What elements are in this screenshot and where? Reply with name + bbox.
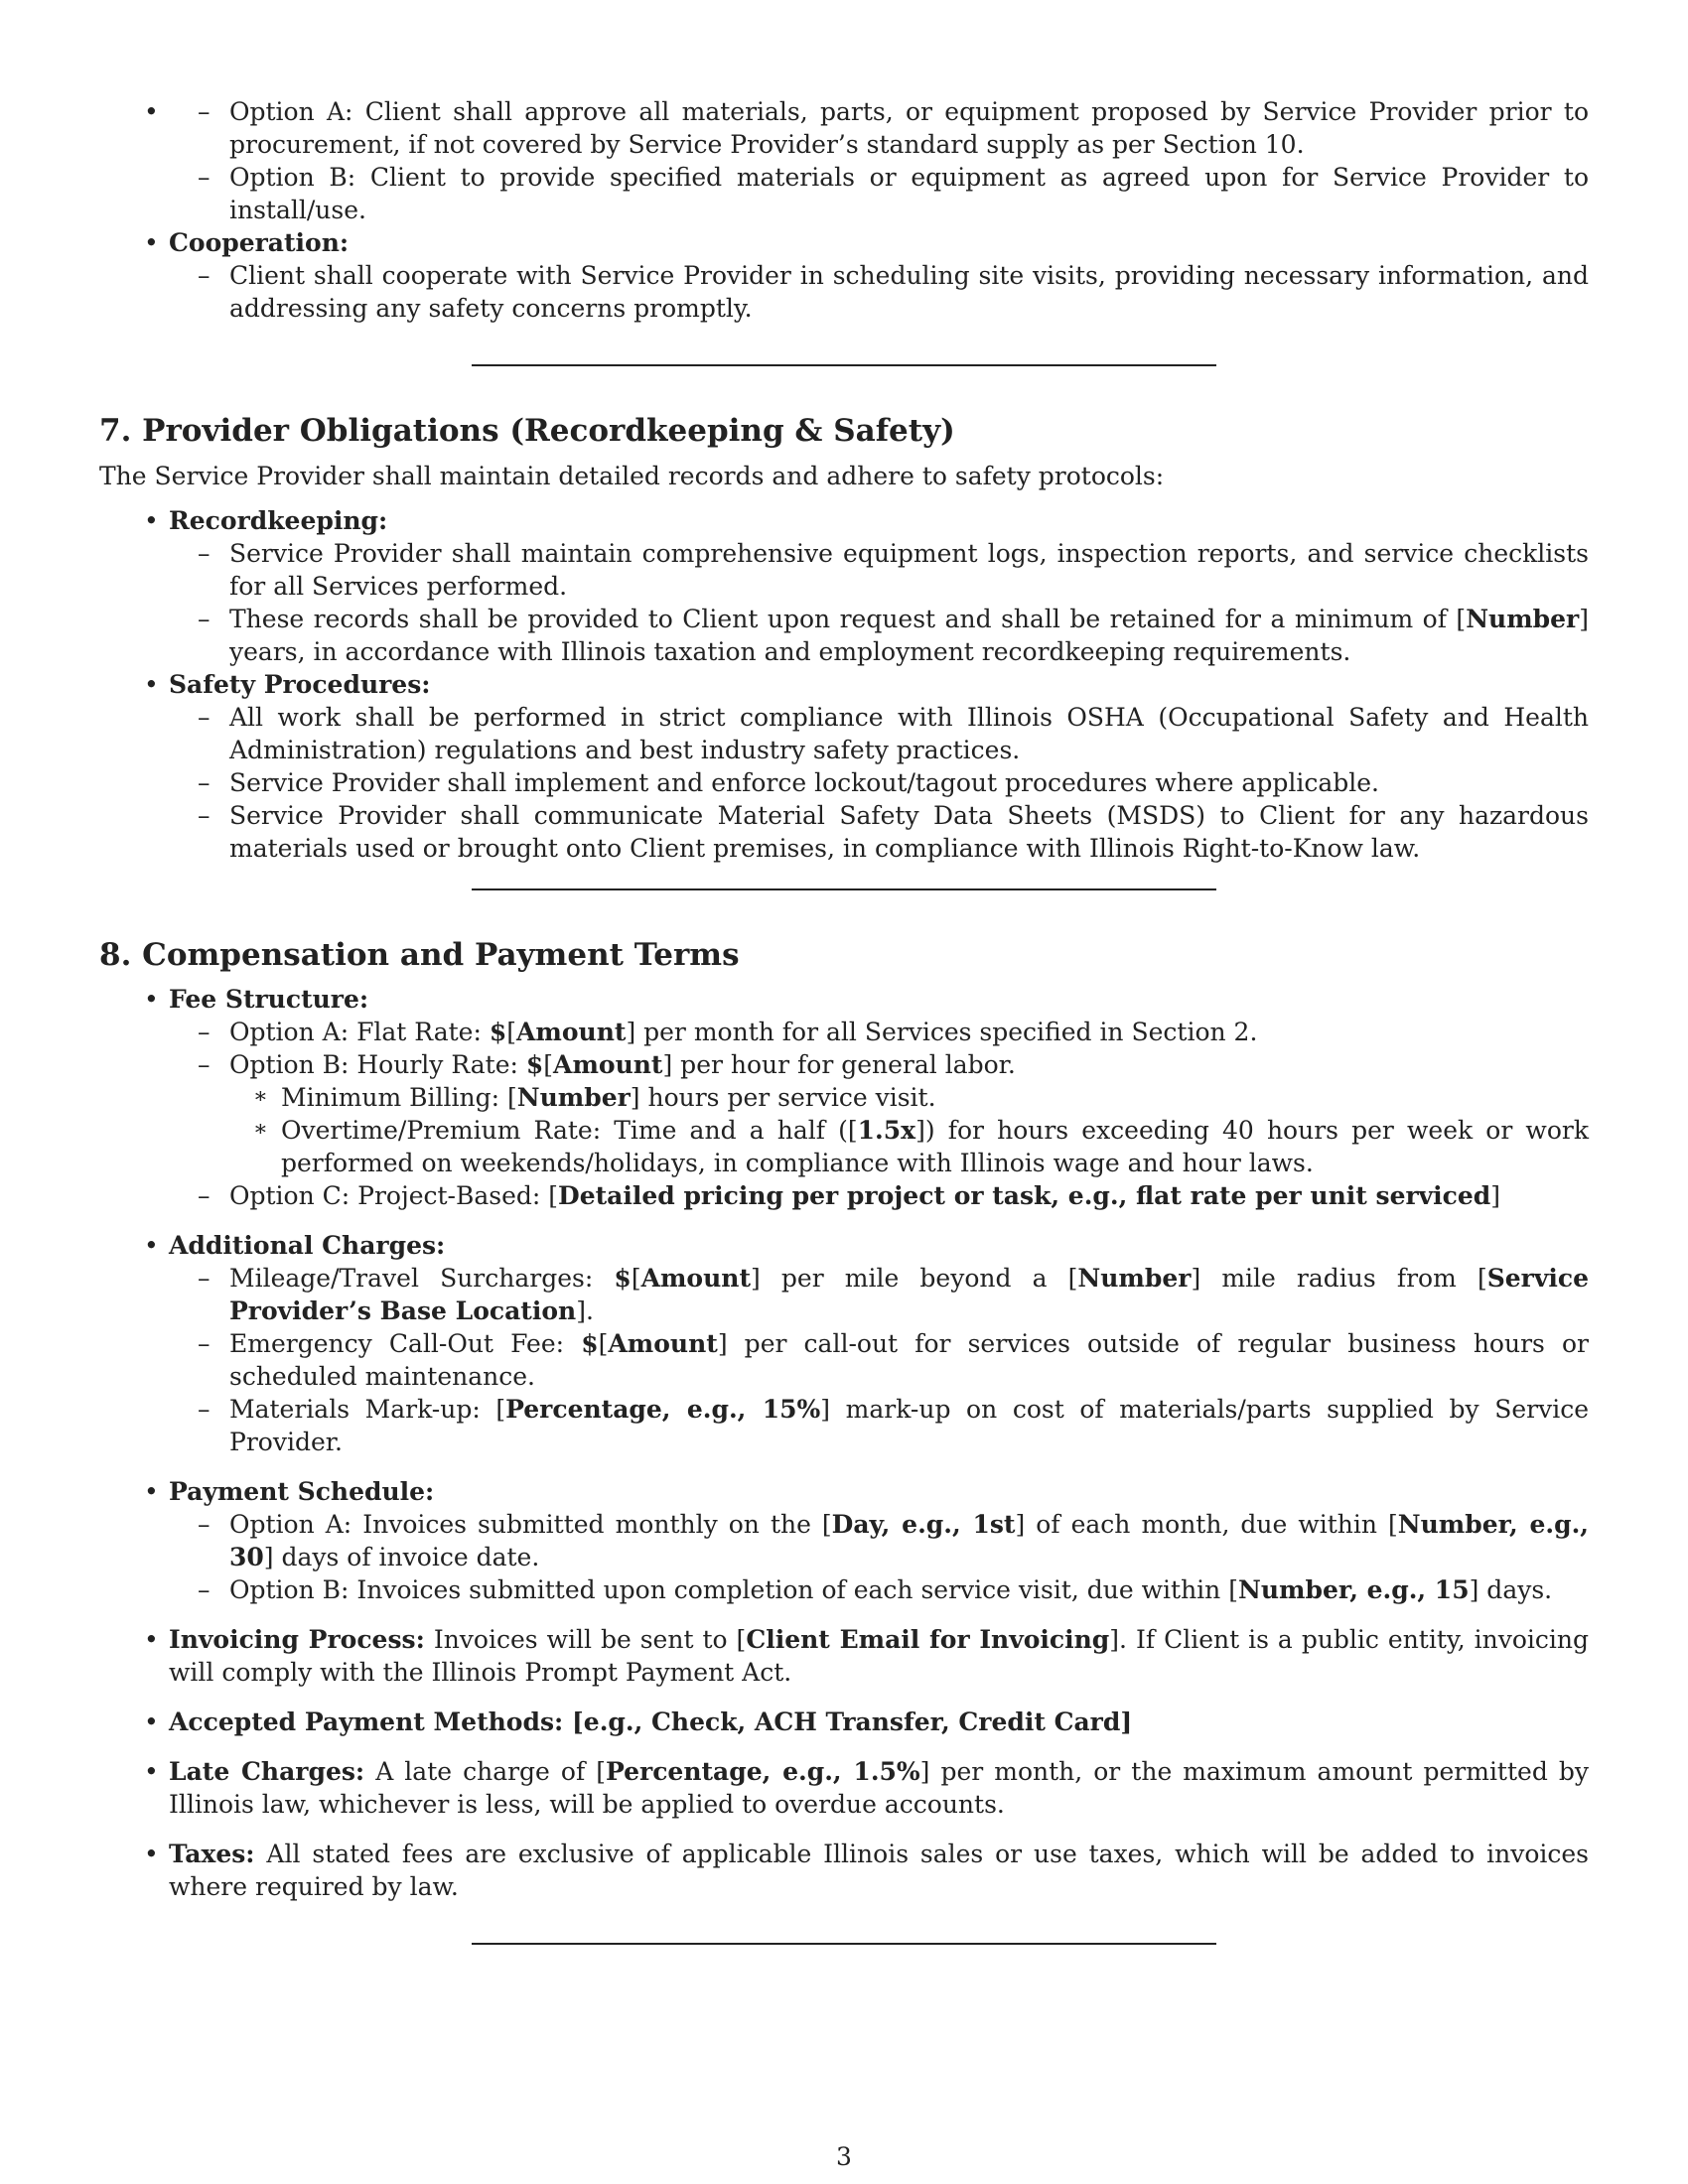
- safety-osha: – All work shall be performed in strict compliance with Illinois OSHA (Occupational Safety and Health Administration) regulations and best industry safety practices.: [229, 701, 1589, 766]
- emergency-rest: ] per call-out for services outside of regular business hours or scheduled maintenance.: [229, 1329, 1589, 1391]
- hourly-sublist: [229, 1081, 1589, 1179]
- sched-a-text-2: ] of each month, due within [: [1015, 1510, 1398, 1539]
- payment-methods-label: Accepted Payment Methods:: [169, 1707, 564, 1736]
- safety-sublist: [169, 701, 1589, 865]
- cooperation-item: [169, 226, 1589, 325]
- payment-schedule-item: [169, 1475, 1589, 1606]
- safety-msds: – Service Provider shall communicate Material Safety Data Sheets (MSDS) to Client for any hazardous materials used or brought onto Client premises, in compliance with Illinois Right-to-Know law.: [229, 799, 1589, 865]
- retention-text-1: These records shall be provided to Client upon request and shall be retained for a minimum of [: [229, 605, 1467, 633]
- invoicing-rest: ]. If Client is a public entity, invoicing will comply with the Illinois Prompt Payment Act.: [169, 1625, 1589, 1687]
- min-billing-rest: ] hours per service visit.: [630, 1083, 936, 1112]
- cooperation-sublist: [169, 259, 1589, 325]
- retention-text-2: ] years, in accordance with Illinois taxation and employment recordkeeping requirements.: [229, 605, 1589, 666]
- min-billing-text: Minimum Billing: [: [281, 1083, 517, 1112]
- cooperation-list: [99, 226, 1589, 325]
- mileage-text: Mileage/Travel Surcharges:: [229, 1264, 615, 1293]
- payment-schedule-label: Payment Schedule:: [169, 1477, 435, 1506]
- mileage-text-2: ] per mile beyond a [: [751, 1264, 1078, 1293]
- safety-label: Safety Procedures:: [169, 670, 431, 699]
- section-7-heading: 7. Provider Obligations (Recordkeeping & Safety): [99, 413, 955, 449]
- fee-b-rest: ] per hour for general labor.: [662, 1050, 1016, 1079]
- minimum-billing: [281, 1081, 1589, 1114]
- additional-charges-sublist: [169, 1262, 1589, 1458]
- page-number: 3: [836, 2142, 852, 2171]
- markup-rest: ] mark-up on cost of materials/parts supplied by Service Provider.: [229, 1395, 1590, 1456]
- emergency-text: Emergency Call-Out Fee:: [229, 1329, 582, 1358]
- taxes-item: [169, 1838, 1589, 1903]
- late-percentage: Percentage, e.g., 1.5%: [605, 1757, 920, 1786]
- sched-b-rest: ] days.: [1469, 1575, 1553, 1604]
- recordkeeping-item: [169, 504, 1589, 668]
- additional-charges-label: Additional Charges:: [169, 1231, 446, 1260]
- additional-charges-item: [169, 1229, 1589, 1458]
- fee-c-text: Option C: Project-Based: [: [229, 1181, 559, 1210]
- markup-text: Materials Mark-up: [: [229, 1395, 506, 1424]
- emergency-dollar: $: [581, 1329, 599, 1358]
- taxes-label: Taxes:: [169, 1840, 255, 1868]
- materials-markup: [229, 1393, 1589, 1458]
- mileage-bracket: [: [631, 1264, 641, 1293]
- client-obligations-continued: [99, 95, 1589, 226]
- fee-c-detail: Detailed pricing per project or task, e.g., flat rate per unit serviced: [558, 1181, 1491, 1210]
- fee-structure-label: Fee Structure:: [169, 985, 369, 1014]
- recordkeeping-sublist: [169, 537, 1589, 668]
- fee-b-dollar: $: [525, 1050, 544, 1079]
- mileage-base-location: Service Provider’s Base Location: [229, 1264, 1589, 1325]
- section-8-list: [99, 983, 1589, 1903]
- late-rest: ] per month, or the maximum amount permitted by Illinois law, whichever is less, will be applied to overdue accounts.: [169, 1757, 1589, 1819]
- materials-option-b: – Option B: Client to provide specified materials or equipment as agreed upon for Service Provider to install/use.: [229, 161, 1589, 226]
- schedule-option-a: [229, 1508, 1589, 1573]
- min-billing-number: Number: [516, 1083, 631, 1112]
- markup-percentage: Percentage, e.g., 15%: [505, 1395, 821, 1424]
- late-text: A late charge of [: [364, 1757, 606, 1786]
- invoicing-process-item: [169, 1623, 1589, 1689]
- sched-a-number: Number, e.g., 30: [229, 1510, 1589, 1571]
- sched-a-text: Option A: Invoices submitted monthly on the [: [229, 1510, 832, 1539]
- materials-options: [169, 95, 1589, 226]
- mileage-text-3: ] mile radius from [: [1191, 1264, 1487, 1293]
- section-divider: [472, 1943, 1216, 1945]
- fee-structure-sublist: [169, 1016, 1589, 1212]
- schedule-option-b: [229, 1573, 1589, 1606]
- section-divider: [472, 888, 1216, 890]
- emergency-bracket: [: [598, 1329, 609, 1358]
- payment-schedule-sublist: [169, 1508, 1589, 1606]
- late-charges-label: Late Charges:: [169, 1757, 365, 1786]
- fee-b-text: Option B: Hourly Rate:: [229, 1050, 526, 1079]
- fee-b-amount: Amount: [553, 1050, 663, 1079]
- sched-b-text: Option B: Invoices submitted upon completion of each service visit, due within [: [229, 1575, 1238, 1604]
- overtime-text: Overtime/Premium Rate: Time and a half ([: [281, 1116, 858, 1145]
- fee-option-c: [229, 1179, 1589, 1212]
- payment-methods-text: [e.g., Check, ACH Transfer, Credit Card]: [563, 1707, 1133, 1736]
- safety-item: [169, 668, 1589, 865]
- cooperation-label: Cooperation:: [169, 228, 350, 257]
- mileage-dollar: $: [614, 1264, 632, 1293]
- fee-a-amount: Amount: [516, 1018, 627, 1046]
- cooperation-text: – Client shall cooperate with Service Provider in scheduling site visits, providing necessary information, and addressing any safety concerns promptly.: [229, 259, 1589, 325]
- section-8-heading: 8. Compensation and Payment Terms: [99, 937, 740, 973]
- retention-years-placeholder: Number: [1466, 605, 1580, 633]
- mileage-text-4: ].: [576, 1297, 594, 1325]
- overtime-rest: ]) for hours exceeding 40 hours per week or work performed on weekends/holidays, in compliance with Illinois wage and hour laws.: [281, 1116, 1589, 1177]
- mileage-surcharge: [229, 1262, 1589, 1327]
- emergency-fee: [229, 1327, 1589, 1393]
- fee-option-b: [229, 1048, 1589, 1179]
- recordkeeping-retention: [229, 603, 1589, 668]
- sched-a-rest: ] days of invoice date.: [263, 1543, 540, 1571]
- invoicing-label: Invoicing Process:: [169, 1625, 425, 1654]
- overtime-multiplier: 1.5x: [857, 1116, 916, 1145]
- taxes-text: All stated fees are exclusive of applicable Illinois sales or use taxes, which will be added to invoices where required by law.: [169, 1840, 1589, 1901]
- fee-a-rest: ] per month for all Services specified in Section 2.: [626, 1018, 1258, 1046]
- fee-a-text: Option A: Flat Rate:: [229, 1018, 490, 1046]
- invoicing-email: Client Email for Invoicing: [746, 1625, 1110, 1654]
- mileage-number: Number: [1077, 1264, 1192, 1293]
- sched-a-day: Day, e.g., 1st: [831, 1510, 1016, 1539]
- materials-item: [169, 95, 1589, 226]
- recordkeeping-label: Recordkeeping:: [169, 506, 388, 535]
- fee-option-a: [229, 1016, 1589, 1048]
- section-7-intro: The Service Provider shall maintain detailed records and adhere to safety protocols:: [99, 462, 1165, 490]
- mileage-amount: Amount: [640, 1264, 752, 1293]
- overtime-rate: [281, 1114, 1589, 1179]
- sched-b-number: Number, e.g., 15: [1237, 1575, 1470, 1604]
- section-divider: [472, 364, 1216, 366]
- section-7-list: [99, 504, 1589, 865]
- emergency-amount: Amount: [608, 1329, 718, 1358]
- fee-c-bracket: ]: [1490, 1181, 1501, 1210]
- invoicing-text: Invoices will be sent to [: [424, 1625, 747, 1654]
- fee-structure-item: [169, 983, 1589, 1212]
- fee-a-bracket: [: [506, 1018, 516, 1046]
- document-page: [99, 95, 1589, 1945]
- materials-option-a: – • Option A: Client shall approve all materials, parts, or equipment proposed by Service Provider prior to procurement, if not covered by Service Provider’s standard supply as per Section 10.: [229, 95, 1589, 161]
- payment-methods-item: [169, 1706, 1589, 1738]
- late-charges-item: [169, 1755, 1589, 1821]
- fee-a-dollar: $: [489, 1018, 507, 1046]
- recordkeeping-logs: – Service Provider shall maintain comprehensive equipment logs, inspection reports, and service checklists for all Services performed.: [229, 537, 1589, 603]
- fee-b-bracket: [: [543, 1050, 554, 1079]
- safety-lockout: – Service Provider shall implement and enforce lockout/tagout procedures where applicable.: [229, 766, 1589, 799]
